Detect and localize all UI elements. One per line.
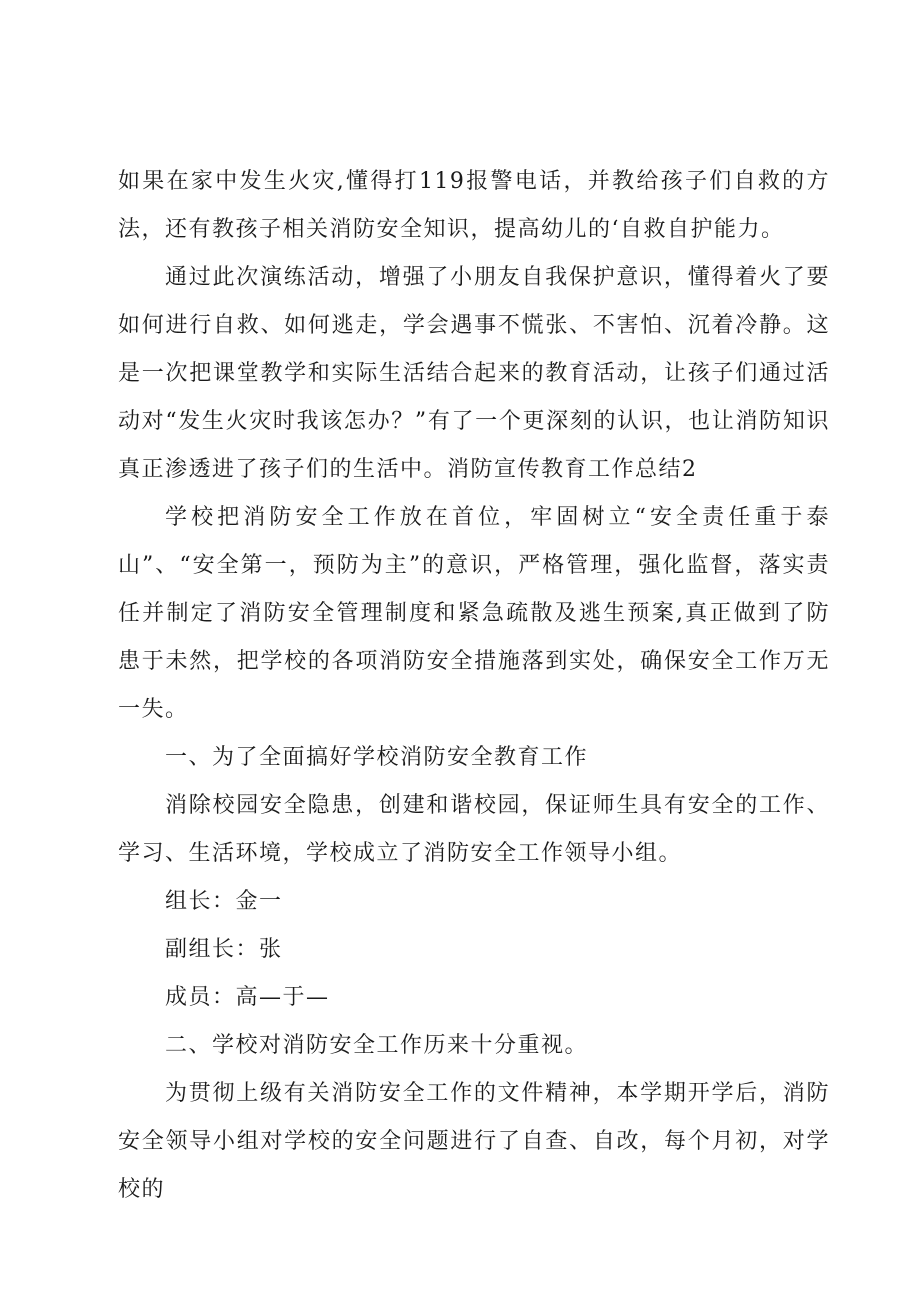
paragraph-self-inspection: 为贯彻上级有关消防安全工作的文件精神，本学期开学后，消防安全领导小组对学校的安全问题进行了自查、自改，每个月初，对学校的 — [118, 1081, 830, 1202]
deputy-leader-line: 副组长：张 — [165, 937, 283, 962]
paragraph-school-policy: 学校把消防安全工作放在首位，牢固树立“安全责任重于泰山”、“安全第一，预防为主”的意识，严格管理，强化监督，落实责任并制定了消防安全管理制度和紧急疏散及逃生预案,真正做到了防患于未然，把学校的各项消防安全措施落到实处，确保安全工作万无一失。 — [118, 505, 830, 722]
section-heading-one: 一、为了全面搞好学校消防安全教育工作 — [165, 745, 589, 770]
document-body — [118, 158, 830, 1214]
section-heading-two: 二、学校对消防安全工作历来十分重视。 — [165, 1033, 589, 1058]
paragraph-continuation: 如果在家中发生火灾,懂得打119报警电话，并教给孩子们自救的方法，还有教孩子相关消防安全知识，提高幼儿的‘自救自护能力。 — [118, 169, 830, 242]
group-leader-line: 组长：金一 — [165, 889, 283, 914]
members-line: 成员：高—于— — [165, 985, 330, 1010]
paragraph-leadership-group: 消除校园安全隐患，创建和谐校园，保证师生具有安全的工作、学习、生活环境，学校成立了消防安全工作领导小组。 — [118, 793, 830, 866]
paragraph-drill-summary: 通过此次演练活动，增强了小朋友自我保护意识，懂得着火了要如何进行自救、如何逃走，学会遇事不慌张、不害怕、沉着冷静。这是一次把课堂教学和实际生活结合起来的教育活动，让孩子们通过活动对“发生火灾时我该怎办？”有了一个更深刻的认识，也让消防知识真正渗透进了孩子们的生活中。消防宣传教育工作总结2 — [118, 265, 830, 482]
